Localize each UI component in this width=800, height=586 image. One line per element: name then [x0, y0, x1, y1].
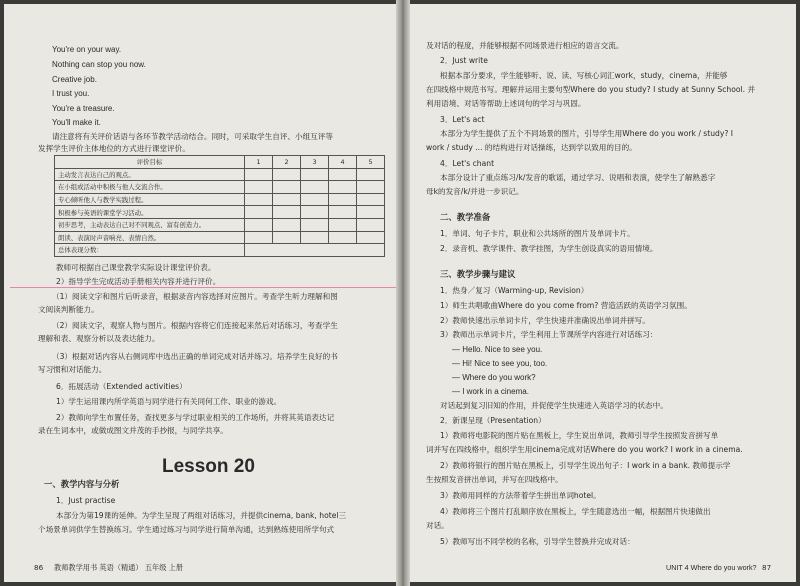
section-title: 一、教学内容与分析	[44, 479, 120, 489]
paragraph: 母k的发音/k/并进一步识记。	[426, 187, 524, 196]
paragraph: 及对话的程度，并能够根据不同场景进行相应的语言交流。	[426, 41, 624, 50]
list-item: 2）教师向学生布置任务，查找更多与学过职业相关的工作场所，并将其英语表达记	[56, 413, 335, 422]
table-row	[55, 206, 385, 219]
table-cell: 主动发言表达自己的观点。	[55, 168, 245, 181]
red-margin-line	[10, 287, 400, 288]
list-item: 4）教师将三个图片打乱顺序放在黑板上，学生随意选出一幅，根据图片快速做出	[440, 507, 711, 516]
paragraph: 本部分为第19课的延伸。为学生呈现了两组对话练习，并提供cinema, bank, hotel三	[56, 511, 347, 520]
list-item: （1）阅读文字和图片后听录音，根据录音内容选择对应图片。考查学生听力理解和图	[52, 292, 338, 301]
list-item: 1）教师将电影院的图片贴在黑板上，学生说出单词，教师引导学生按照发音拼写单	[440, 431, 719, 440]
score-header: 1	[245, 156, 273, 169]
book-title-footer: 教师教学用书 英语（精通） 五年级 上册	[54, 563, 184, 572]
paragraph: 本部分设计了重点练习/k/发音的歌谣，通过学习、说唱和表演，使学生了解熟悉字	[440, 173, 716, 182]
paragraph: 根据本部分要求，学生能够听、说、读、写核心词汇work，study，cinema，并能够	[440, 71, 728, 80]
list-item: 3）教师用同样的方法带着学生拼出单词hotel。	[440, 491, 601, 500]
table-row	[55, 168, 385, 181]
list-item: 录在生词本中，或做成图文并茂的手抄报，与同学共享。	[38, 426, 228, 435]
list-item: 1．单词、句子卡片，职业和公共场所的图片及单词卡片。	[440, 229, 635, 238]
section-title: 三、教学步骤与建议	[440, 269, 516, 279]
table-row	[55, 231, 385, 244]
list-item: 2）指导学生完成活动手册相关内容并进行评价。	[56, 277, 221, 286]
list-item: 2）教师将银行的图片贴在黑板上，引导学生说出句子：I work in a bank. 教师提示学	[440, 461, 731, 470]
list-item: （3）根据对话内容从右侧词库中选出正确的单词完成对话并练习。培养学生良好的书	[52, 352, 338, 361]
paragraph: 个场景单词供学生替换练习。学生通过练习与同学进行简单沟通，达到熟练使用所学句式	[38, 525, 335, 534]
paragraph: 发挥学生评价主体地位的方式进行课堂评价。	[38, 144, 190, 153]
dialogue-line: — Hi! Nice to see you, too.	[452, 359, 548, 368]
table-footer: 总体表现分数：	[55, 244, 245, 257]
score-header: 5	[357, 156, 385, 169]
list-item: （2）阅读文字，观察人物与图片。根据内容将它们连接起来然后对话练习，考查学生	[52, 321, 338, 330]
paragraph: 教师可根据自己课堂教学实际设计课堂评价表。	[56, 263, 216, 272]
encouragement-line: I trust you.	[52, 89, 90, 98]
section-title: 二、教学准备	[440, 212, 491, 222]
section-subtitle: 4．Let's chant	[440, 159, 495, 168]
table-footer-row	[55, 244, 385, 257]
table-header-row	[55, 156, 385, 169]
list-item: 词并写在四线格中，组织学生用cinema完成对话Where do you work? I work in a cinema.	[426, 445, 743, 454]
encouragement-line: You're on your way.	[52, 45, 122, 54]
paragraph: 本部分为学生提供了五个不同场景的图片，引导学生用Where do you work / study? I	[440, 129, 734, 138]
encouragement-line: Creative job.	[52, 75, 97, 84]
list-item: 2．录音机、教学课件、教学挂图，为学生创设真实的语用情境。	[440, 244, 658, 253]
table-row	[55, 218, 385, 231]
encouragement-line: You're a treasure.	[52, 104, 115, 113]
right-page	[406, 4, 796, 582]
encouragement-line: You'll make it.	[52, 118, 101, 127]
score-header: 2	[273, 156, 301, 169]
list-item: 2）教师快速出示单词卡片，学生快速并准确说出单词并拼写。	[440, 316, 650, 325]
left-page	[4, 4, 402, 582]
section-subtitle: 1．热身／复习（Warming-up, Revision）	[440, 286, 589, 295]
evaluation-table	[54, 155, 385, 257]
paragraph: 请注意将有关评价话语与各环节教学活动结合。同时，可采取学生自评、小组互评等	[52, 132, 333, 141]
paragraph: 对话起到复习旧知的作用，并促使学生快速进入英语学习的状态中。	[440, 401, 668, 410]
section-subtitle: 6．拓展活动（Extended activities）	[56, 382, 187, 391]
paragraph: work / study ... 的结构进行对话操练，达到学以致用的目的。	[426, 143, 637, 152]
list-item: 1）学生运用课内所学英语与同学进行有关同何工作、职业的游戏。	[56, 397, 282, 406]
section-subtitle: 2．Just write	[440, 56, 488, 65]
table-cell: 专心倾听他人与教学实践过程。	[55, 193, 245, 206]
lesson-title: Lesson 20	[162, 456, 255, 477]
table-row	[55, 181, 385, 194]
table-header-item: 评价目标	[55, 156, 245, 169]
list-item: 文阅读判断能力。	[38, 305, 99, 314]
dialogue-line: — Where do you work?	[452, 373, 536, 382]
dialogue-line: — Hello. Nice to see you.	[452, 345, 543, 354]
list-item: 1）师生共唱歌曲Where do you come from? 营造活跃的英语学习氛围。	[440, 301, 692, 310]
page-number: 86	[34, 563, 44, 572]
section-subtitle: 2．新课呈现（Presentation）	[440, 416, 546, 425]
paragraph: 利用语境、对话等帮助上述词句的学习与巩固。	[426, 99, 586, 108]
encouragement-line: Nothing can stop you now.	[52, 60, 146, 69]
table-cell: 朗读、表演时声音响亮、表情自然。	[55, 231, 245, 244]
list-item: 3）教师出示单词卡片，学生利用上节课所学内容进行对话练习：	[440, 330, 658, 339]
table-cell: 初步思考，主动表达自己对不同观点、富有创造力。	[55, 218, 245, 231]
table-cell: 在小组或活动中积极与他人交流合作。	[55, 181, 245, 194]
list-item: 5）教师写出不同学校的名称，引导学生替换并完成对话：	[440, 537, 635, 546]
section-subtitle: 3．Let's act	[440, 115, 485, 124]
paragraph: 在四线格中规范书写。理解并运用主要句型Where do you study? I study at Sunny School. 并	[426, 85, 756, 94]
score-header: 4	[329, 156, 357, 169]
dialogue-line: — I work in a cinema.	[452, 387, 529, 396]
section-subtitle: 1．Just practise	[56, 496, 116, 505]
table-row	[55, 193, 385, 206]
list-item: 对话。	[426, 521, 449, 530]
table-cell: 积极参与英语的课堂学习活动。	[55, 206, 245, 219]
book-gutter	[396, 0, 410, 586]
score-header: 3	[301, 156, 329, 169]
page-number: 87	[762, 563, 772, 572]
list-item: 理解和表、观察分析以及表达能力。	[38, 334, 160, 343]
list-item: 生按照发音拼出单词，并写在四线格中。	[426, 475, 563, 484]
list-item: 写习惯和对话能力。	[38, 365, 107, 374]
unit-footer: UNIT 4 Where do you work?	[666, 563, 757, 572]
